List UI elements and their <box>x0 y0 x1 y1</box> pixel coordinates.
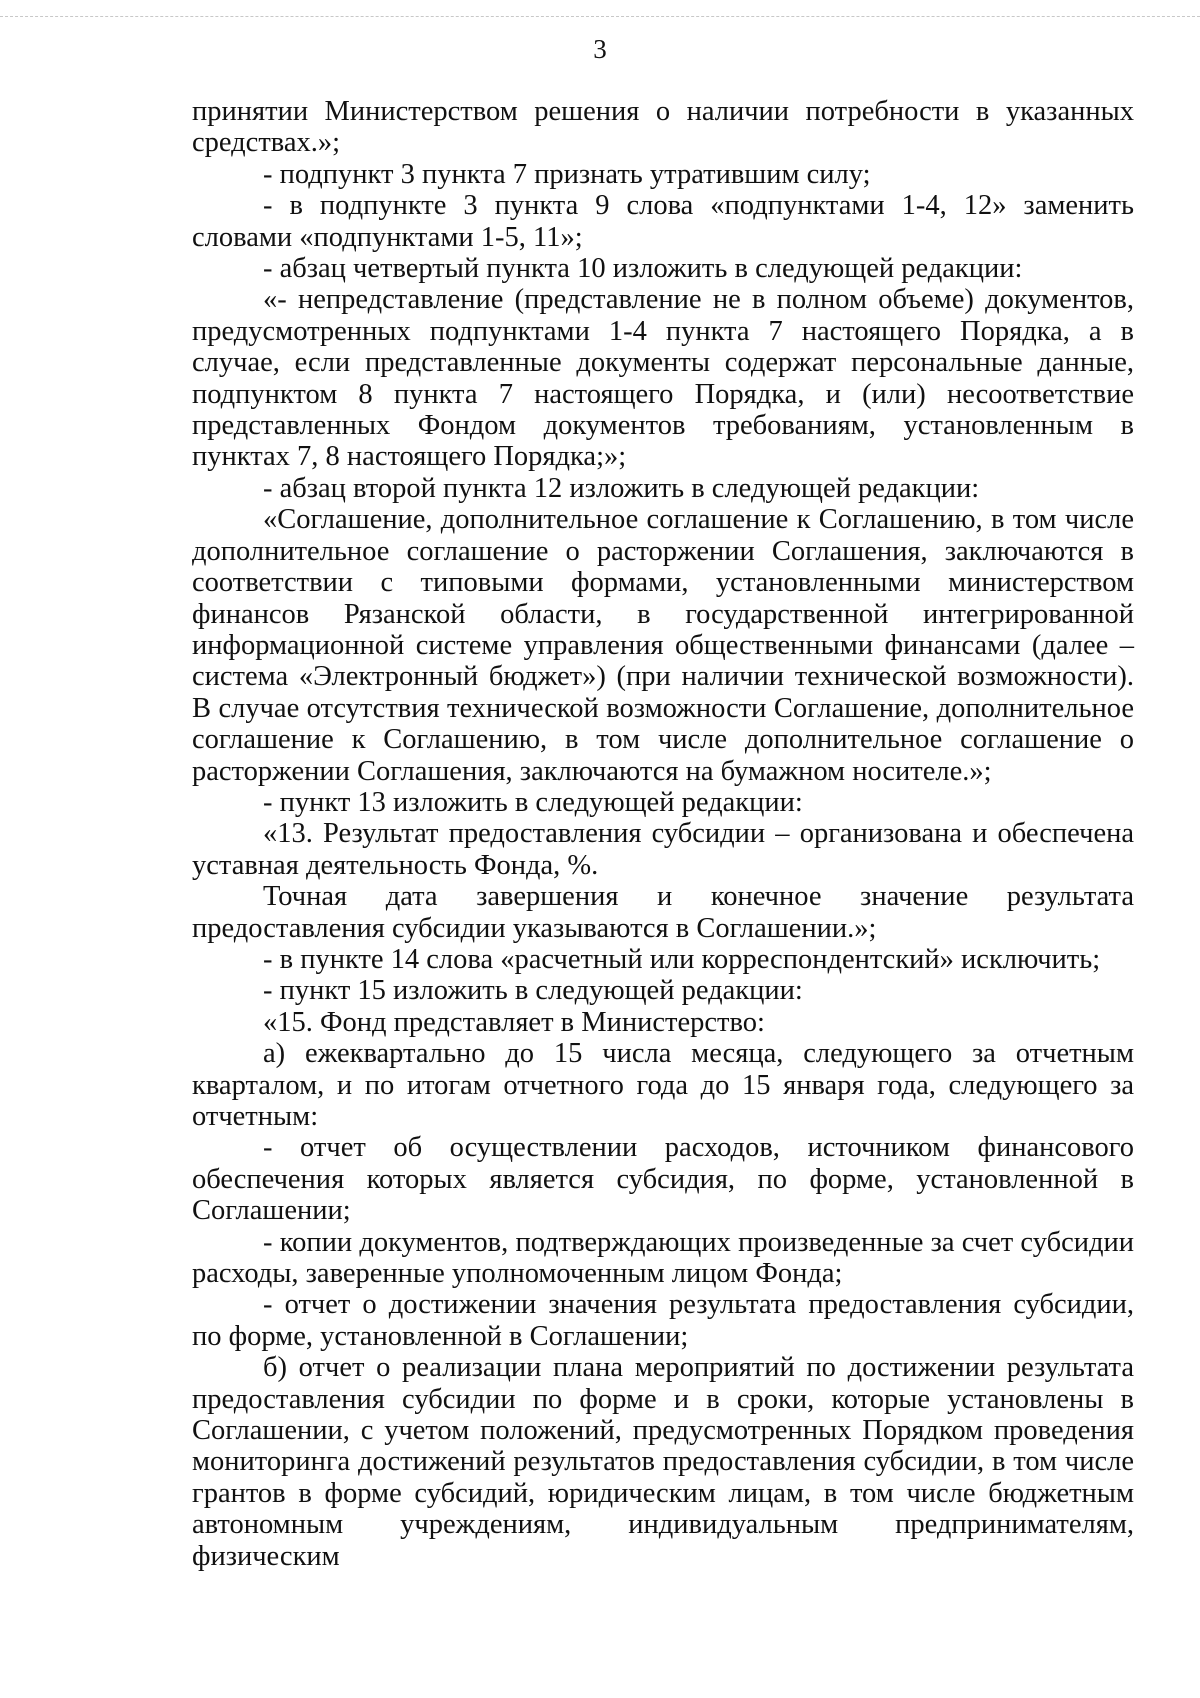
paragraph: - пункт 13 изложить в следующей редакции: <box>263 786 803 818</box>
paragraph: принятии Министерством решения о наличии потребности в указанных средствах.»; <box>192 96 1134 159</box>
paragraph: «13. Результат предоставления субсидии – организована и обеспечена уставная деятельность Фонда, %. <box>192 818 1134 881</box>
paragraph: - абзац четвертый пункта 10 изложить в следующей редакции: <box>263 253 1023 285</box>
paragraph: «Соглашение, дополнительное соглашение к Соглашению, в том числе дополнительное соглашение о расторжении Соглашения, заключаются в соответствии с типовыми формами, установленными министерством финансов Рязанской области, в государственной интегрированной информационной системе управления общественными финансами (далее – система «Электронный бюджет») (при наличии технической возможности). В случае отсутствия технической возможности Соглашение, дополнительное соглашение к Соглашению, в том числе дополнительное соглашение о расторжении Соглашения, заключаются на бумажном носителе.»; <box>192 504 1134 787</box>
paragraph: «- непредставление (представление не в полном объеме) документов, предусмотренных подпунктами 1-4 пункта 7 настоящего Порядка, а в случае, если представленные документы содержат персональные данные, подпунктом 8 пункта 7 настоящего Порядка, и (или) несоответствие представленных Фондом документов требованиям, установленным в пунктах 7, 8 настоящего Порядка;»; <box>192 284 1134 473</box>
document-body <box>192 96 1134 1572</box>
page-number: 3 <box>593 34 607 64</box>
scan-top-edge <box>0 16 1200 17</box>
paragraph: - в пункте 14 слова «расчетный или корреспондентский» исключить; <box>263 943 1101 975</box>
paragraph: - в подпункте 3 пункта 9 слова «подпунктами 1-4, 12» заменить словами «подпунктами 1-5, 11»; <box>192 190 1134 253</box>
paragraph: - пункт 15 изложить в следующей редакции: <box>263 975 803 1007</box>
paragraph: - отчет об осуществлении расходов, источником финансового обеспечения которых является субсидия, по форме, установленной в Соглашении; <box>192 1132 1134 1227</box>
paragraph: а) ежеквартально до 15 числа месяца, следующего за отчетным кварталом, и по итогам отчетного года до 15 января года, следующего за отчетным: <box>192 1038 1134 1132</box>
paragraph: - отчет о достижении значения результата предоставления субсидии, по форме, установленной в Соглашении; <box>192 1289 1134 1352</box>
paragraph: - абзац второй пункта 12 изложить в следующей редакции: <box>263 472 980 504</box>
paragraph: «15. Фонд представляет в Министерство: <box>263 1006 765 1038</box>
paragraph: - копии документов, подтверждающих произведенные за счет субсидии расходы, заверенные уполномоченным лицом Фонда; <box>192 1226 1134 1290</box>
paragraph: - подпункт 3 пункта 7 признать утратившим силу; <box>263 158 871 190</box>
paragraph: Точная дата завершения и конечное значение результата предоставления субсидии указываются в Соглашении.»; <box>192 881 1134 944</box>
paragraph: б) отчет о реализации плана мероприятий по достижении результата предоставления субсидии по форме и в сроки, которые установлены в Соглашении, с учетом положений, предусмотренных Порядком проведения мониторинга достижений результатов предоставления субсидии, в том числе грантов в форме субсидий, юридическим лицам, в том числе бюджетным автономным учреждениям, индивидуальным предпринимателям, физическим <box>192 1352 1134 1572</box>
